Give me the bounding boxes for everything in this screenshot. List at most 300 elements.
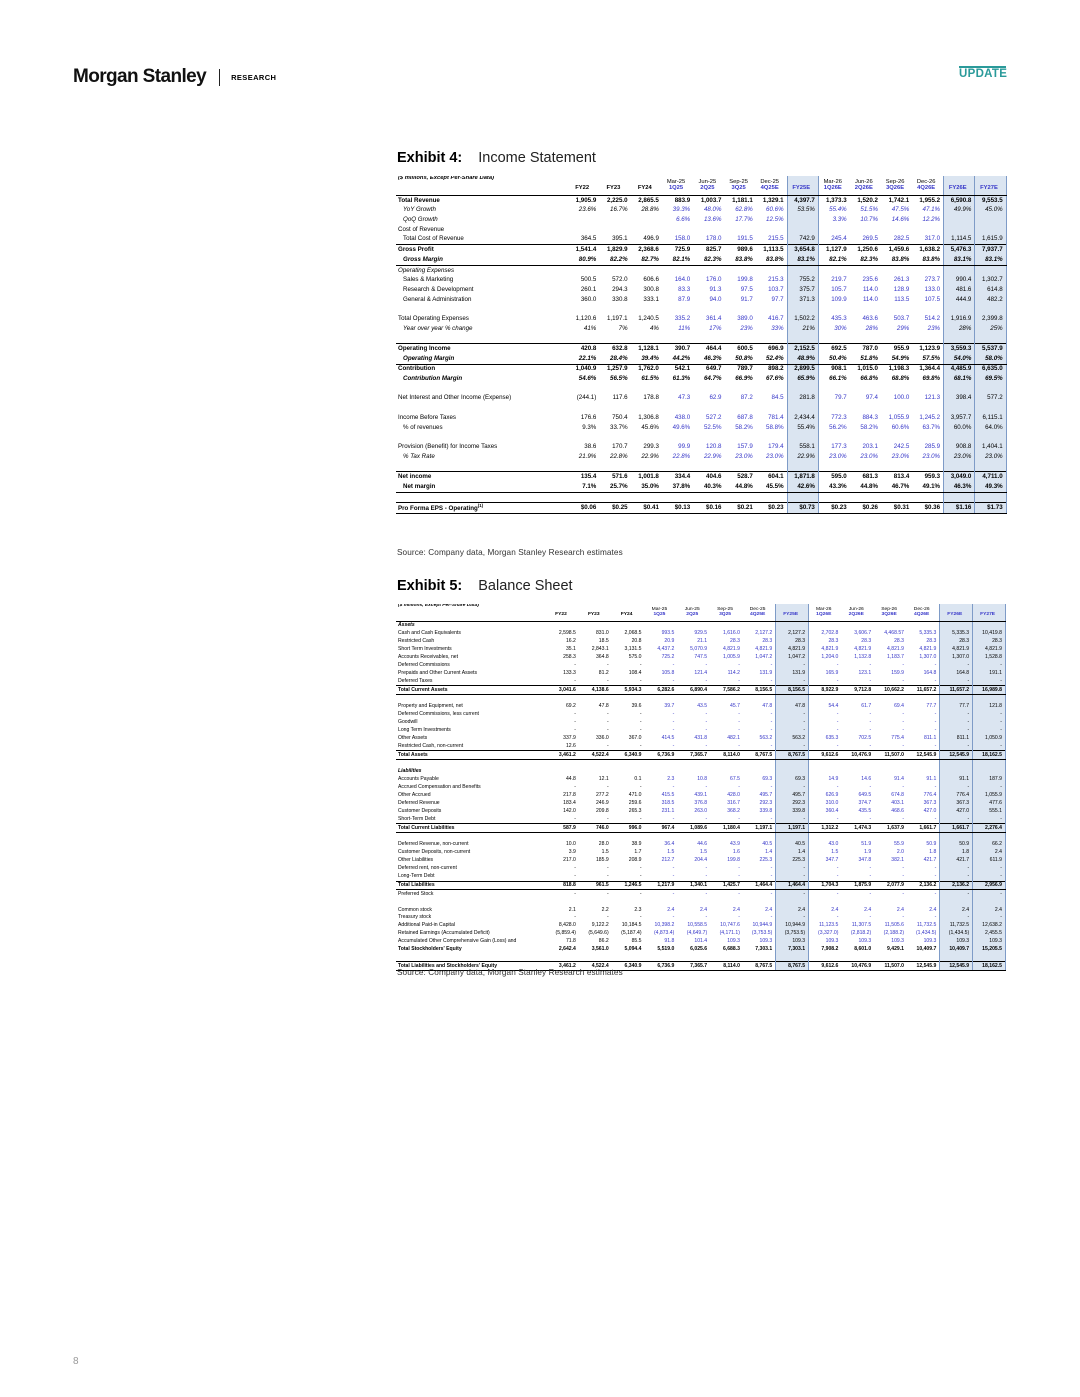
table-cell: 367.3	[923, 799, 937, 806]
table-cell: -	[934, 661, 937, 668]
table-cell: 614.8	[975, 285, 1006, 295]
table-cell: 989.6	[724, 245, 755, 255]
table-cell	[662, 433, 693, 443]
table-cell: 929.5	[694, 630, 708, 637]
table-cell	[907, 622, 940, 630]
table-row	[396, 384, 1006, 394]
table-cell: 2.4	[667, 906, 675, 913]
table-cell: 367.3	[940, 800, 973, 808]
table-cell: 25%	[975, 324, 1006, 334]
header-divider	[219, 69, 220, 86]
row-label: Total Current Liabilities	[396, 824, 546, 833]
table-cell: 40.3%	[693, 482, 724, 492]
table-cell	[599, 384, 630, 394]
table-cell	[724, 433, 755, 443]
row-label: Year over year % change	[403, 324, 473, 332]
table-cell: 471.0	[628, 792, 642, 799]
period-header	[693, 176, 724, 196]
table-cell: 10,944.9	[776, 922, 809, 930]
table-cell: -	[973, 727, 1006, 735]
table-cell: 64.0%	[975, 423, 1006, 433]
table-cell: 60.6%	[891, 423, 910, 431]
period-label: 4Q25E	[760, 184, 779, 191]
table-cell: 56.2%	[829, 423, 847, 431]
row-label: Other Assets	[398, 734, 428, 741]
table-cell	[546, 768, 579, 776]
table-cell	[599, 215, 630, 225]
table-cell	[944, 384, 975, 394]
table-cell: -	[934, 865, 937, 872]
row-label	[396, 384, 568, 394]
table-cell: 4,821.9	[755, 646, 773, 653]
table-cell: -	[973, 914, 1006, 922]
table-cell: 269.5	[862, 235, 878, 243]
table-cell	[710, 954, 743, 962]
table-cell: 22.8%	[610, 452, 628, 460]
row-label: Customer Deposits	[398, 807, 442, 814]
table-cell	[662, 403, 693, 413]
table-cell: 2,152.5	[787, 344, 818, 354]
row-label: Common stock	[398, 906, 432, 913]
table-cell: 495.7	[776, 792, 809, 800]
table-cell	[874, 768, 907, 776]
table-cell: -	[776, 742, 809, 750]
table-row	[396, 930, 1006, 938]
table-cell: -	[738, 914, 740, 921]
table-cell: 97.5	[740, 285, 753, 293]
table-row	[396, 215, 1006, 225]
table-cell	[776, 954, 809, 962]
table-cell: 16.7%	[610, 206, 628, 214]
table-cell: 84.5	[771, 394, 784, 402]
table-cell: (5,859.4)	[555, 930, 576, 937]
table-cell: -	[940, 711, 973, 719]
table-cell: 2,399.8	[975, 314, 1006, 324]
table-cell: 82.7%	[631, 255, 662, 265]
period-month: Dec-26	[916, 178, 936, 185]
table-cell: 606.6	[643, 276, 659, 284]
row-label: Contribution Margin	[403, 375, 463, 383]
table-cell: -	[639, 719, 642, 726]
table-cell: 1,742.1	[881, 196, 912, 206]
table-cell: 23%	[927, 324, 941, 332]
row-label	[396, 760, 546, 768]
table-cell	[631, 215, 662, 225]
table-cell: 62.8%	[735, 206, 753, 214]
table-cell: 12,545.9	[907, 962, 940, 971]
table-cell: 775.4	[891, 734, 905, 741]
table-cell: $0.06	[568, 503, 599, 514]
period-header	[776, 604, 809, 622]
table-cell: 58.8%	[766, 423, 784, 431]
table-cell: 28.3	[730, 638, 740, 645]
table-cell: 133.3	[563, 669, 576, 676]
table-cell: 439.1	[694, 792, 708, 799]
row-label: % of revenues	[403, 423, 443, 431]
table-cell: 10,558.5	[687, 922, 708, 929]
table-row	[396, 285, 1006, 295]
table-cell	[907, 898, 940, 906]
table-cell	[743, 768, 776, 776]
table-cell: 28.3	[940, 638, 973, 646]
table-cell: 542.1	[674, 365, 691, 373]
table-row	[396, 711, 1006, 719]
table-cell: 1,871.8	[787, 472, 818, 482]
table-cell: 242.5	[893, 442, 910, 450]
table-cell: 23.0%	[891, 452, 910, 460]
table-cell: -	[869, 914, 872, 921]
table-cell	[631, 225, 662, 235]
table-cell: -	[574, 677, 576, 684]
balance-sheet-table	[396, 604, 1006, 971]
table-cell: -	[940, 914, 973, 922]
table-cell: -	[672, 726, 675, 733]
table-cell: -	[672, 873, 675, 879]
table-row	[396, 849, 1006, 857]
table-row	[396, 314, 1006, 324]
table-cell	[724, 334, 755, 344]
table-cell	[710, 898, 743, 906]
table-cell: 339.8	[776, 807, 809, 815]
table-cell: 4,821.9	[919, 646, 937, 653]
table-cell: 347.7	[825, 857, 839, 864]
table-row	[396, 792, 1006, 800]
table-cell: 2,136.2	[940, 881, 973, 890]
table-cell: 83.8%	[912, 255, 943, 265]
table-cell: -	[902, 815, 905, 822]
table-cell: 187.9	[973, 776, 1006, 784]
table-cell: 49.9%	[944, 206, 975, 216]
table-cell: 4,821.9	[854, 646, 872, 653]
table-cell	[912, 462, 943, 472]
table-cell: 7,586.2	[710, 686, 743, 695]
table-cell: 62.9	[709, 394, 722, 402]
table-cell: (5,649.6)	[588, 930, 609, 937]
table-cell	[612, 898, 645, 906]
table-cell: 51.5%	[860, 206, 878, 214]
table-cell	[787, 305, 818, 315]
period-month: Mar-25	[651, 606, 668, 612]
table-cell: 382.1	[891, 857, 905, 864]
table-cell: 1,245.2	[919, 413, 941, 421]
row-label: Total Current Assets	[396, 686, 546, 695]
table-cell	[973, 898, 1006, 906]
period-label: FY27E	[980, 184, 998, 191]
table-cell: -	[770, 661, 773, 668]
table-cell: 66.2	[973, 841, 1006, 849]
table-cell	[973, 622, 1006, 630]
table-cell: 231.1	[661, 807, 675, 814]
table-cell	[940, 833, 973, 841]
table-cell: 9.3%	[582, 423, 597, 431]
table-cell: 898.2	[768, 365, 784, 373]
table-cell	[568, 265, 599, 275]
table-cell: 22.1%	[568, 354, 599, 364]
period-header	[841, 604, 874, 622]
table-cell: 1,340.1	[677, 881, 710, 890]
table-cell: 604.1	[756, 472, 787, 482]
row-label: Accounts Receivables, net	[398, 653, 459, 660]
table-cell: 428.0	[727, 792, 740, 799]
table-cell: 199.8	[737, 276, 753, 284]
table-cell: 2,843.1	[591, 646, 609, 653]
table-cell: -	[672, 865, 675, 872]
table-cell: 742.9	[787, 235, 818, 245]
table-cell: -	[973, 677, 1006, 685]
table-cell: 725.2	[661, 653, 675, 660]
row-label	[396, 492, 568, 503]
table-cell: 563.2	[776, 734, 809, 742]
table-cell: 1,616.0	[722, 630, 740, 637]
table-cell: 776.4	[940, 792, 973, 800]
table-cell: 39.6	[631, 703, 642, 710]
table-cell: -	[869, 726, 872, 733]
table-row	[396, 734, 1006, 742]
table-cell: -	[902, 711, 905, 718]
row-label: Operating Margin	[396, 354, 568, 364]
table-cell: 25.7%	[599, 482, 630, 492]
table-cell: -	[672, 914, 675, 921]
table-cell: 2,598.5	[558, 630, 576, 637]
table-cell	[907, 768, 940, 776]
table-cell: 482.1	[727, 734, 740, 741]
table-cell: 215.5	[768, 235, 784, 243]
table-cell: 421.7	[940, 857, 973, 865]
period-header	[645, 604, 678, 622]
table-cell: 16.2	[565, 638, 576, 645]
table-cell: 22.9%	[641, 452, 659, 460]
table-row	[396, 784, 1006, 792]
table-cell: -	[869, 719, 872, 726]
table-cell: 66.8%	[860, 375, 878, 383]
table-cell: -	[940, 815, 973, 823]
table-cell	[975, 305, 1006, 315]
table-cell: 109.3	[891, 938, 905, 945]
table-corner-label: ($ millions, Except Per-Share Data)	[396, 176, 568, 196]
table-cell: 2,865.5	[631, 196, 662, 206]
table-cell	[809, 833, 842, 841]
table-cell: -	[902, 914, 905, 921]
table-cell: (5,187.4)	[621, 930, 642, 937]
table-cell: -	[672, 711, 675, 718]
table-cell: 45.0%	[975, 206, 1006, 216]
table-cell: 22.9%	[703, 452, 722, 460]
table-cell: 2.4	[831, 906, 839, 913]
table-cell: 165.9	[825, 669, 839, 676]
period-month: Mar-25	[666, 178, 686, 185]
table-cell: 1,464.4	[776, 881, 809, 890]
table-cell: 91.3	[709, 285, 722, 293]
period-header	[881, 176, 912, 196]
table-cell: 97.7	[771, 295, 784, 303]
table-cell	[631, 433, 662, 443]
table-cell: 131.9	[776, 669, 809, 677]
table-cell: 600.5	[724, 344, 755, 354]
table-cell: 398.4	[944, 394, 975, 404]
table-cell: 131.9	[759, 669, 773, 676]
table-cell: 246.9	[595, 799, 609, 806]
table-cell: 183.4	[563, 799, 576, 806]
table-cell: 376.8	[694, 799, 708, 806]
table-cell: 361.4	[706, 314, 722, 322]
table-cell	[944, 462, 975, 472]
row-label: Deferred Commissions	[398, 661, 450, 668]
table-cell	[693, 492, 724, 503]
table-cell	[841, 695, 874, 703]
table-cell: 178.0	[706, 235, 722, 243]
table-cell	[818, 433, 849, 443]
table-cell: 477.6	[973, 800, 1006, 808]
table-cell: -	[574, 815, 576, 822]
table-cell	[756, 334, 787, 344]
table-cell: 121.4	[694, 669, 708, 676]
table-cell: 1,704.3	[809, 881, 842, 890]
table-cell	[645, 954, 678, 962]
table-cell	[975, 225, 1006, 235]
table-cell: 364.5	[580, 235, 597, 243]
table-cell: 39.4%	[631, 354, 662, 364]
table-cell: 649.7	[706, 365, 722, 373]
table-cell: -	[973, 873, 1006, 881]
row-label: Total Liabilities and Stockholders' Equity	[396, 962, 546, 971]
exhibit5-heading	[397, 578, 573, 594]
table-cell: 203.1	[862, 442, 878, 450]
table-cell	[724, 265, 755, 275]
table-cell: 30%	[834, 324, 847, 332]
table-cell: 22.8%	[672, 452, 691, 460]
table-cell	[850, 265, 881, 275]
table-cell: -	[776, 661, 809, 669]
table-cell	[940, 954, 973, 962]
table-cell: 12,545.9	[940, 751, 973, 760]
period-label: 1Q26E	[816, 611, 832, 617]
table-cell	[631, 384, 662, 394]
table-cell	[599, 334, 630, 344]
row-label: Prepaids and Other Current Assets	[398, 669, 477, 676]
table-cell: 177.3	[831, 442, 847, 450]
table-cell: 5,934.3	[612, 686, 645, 695]
table-cell: 1,502.2	[787, 314, 818, 324]
table-cell: -	[639, 742, 642, 749]
table-cell: 527.2	[706, 413, 722, 421]
table-cell	[787, 492, 818, 503]
table-cell: 294.3	[612, 285, 628, 293]
table-cell: -	[607, 914, 609, 921]
table-cell: 64.7%	[703, 375, 722, 383]
table-cell: 3,559.3	[944, 344, 975, 354]
table-cell: 282.5	[893, 235, 910, 243]
table-cell: 225.3	[776, 857, 809, 865]
table-cell	[756, 384, 787, 394]
table-cell	[579, 954, 612, 962]
table-cell: -	[770, 677, 773, 684]
table-cell	[818, 384, 849, 394]
table-cell: 217.8	[563, 792, 576, 799]
table-cell: 45.5%	[756, 482, 787, 492]
table-row	[396, 898, 1006, 906]
table-cell: 1,302.7	[975, 276, 1006, 286]
table-cell: 23%	[740, 324, 753, 332]
table-cell: 1,089.6	[677, 824, 710, 833]
table-cell	[612, 954, 645, 962]
period-month: Sep-25	[729, 178, 748, 185]
table-cell	[677, 760, 710, 768]
table-cell: $0.23	[818, 503, 849, 514]
table-cell: 45.6%	[641, 423, 659, 431]
table-cell: 2,068.5	[624, 630, 642, 637]
row-label: Goodwill	[398, 719, 418, 726]
table-cell	[662, 462, 693, 472]
period-header	[662, 176, 693, 196]
table-cell: -	[934, 726, 937, 733]
table-cell: 54.4	[828, 703, 839, 710]
table-cell: 103.7	[768, 285, 784, 293]
table-cell: 91.1	[940, 776, 973, 784]
table-cell: 1,114.5	[944, 235, 975, 245]
table-cell: 1.9	[864, 849, 872, 856]
table-cell	[944, 265, 975, 275]
table-cell: -	[705, 784, 708, 791]
table-cell: 464.4	[693, 344, 724, 354]
table-cell: 347.8	[858, 857, 872, 864]
period-label: 2Q26E	[848, 611, 864, 617]
table-cell: 776.4	[923, 792, 937, 799]
table-cell: 2,368.6	[631, 245, 662, 255]
table-cell: -	[902, 865, 905, 872]
table-cell: 28%	[865, 324, 878, 332]
row-label: Deferred Revenue, non-current	[398, 841, 469, 848]
table-cell: 9,429.1	[887, 946, 905, 953]
table-cell: 35.0%	[631, 482, 662, 492]
table-cell: 259.6	[628, 799, 642, 806]
table-cell: 747.5	[694, 653, 708, 660]
table-cell	[787, 215, 818, 225]
table-cell: 1,637.9	[874, 824, 907, 833]
table-cell: $1.16	[944, 503, 975, 514]
section-label: RESEARCH	[231, 72, 277, 82]
table-cell: 66.9%	[735, 375, 753, 383]
table-cell: 43.0	[828, 841, 839, 848]
table-cell: 8,601.0	[854, 946, 872, 953]
row-label: Preferred Stock	[398, 890, 434, 897]
row-label: Total Cost of Revenue	[403, 235, 464, 243]
table-cell: 414.5	[661, 734, 675, 741]
table-cell: 40.5	[776, 841, 809, 849]
table-cell: 10,398.2	[654, 922, 675, 929]
table-cell: 12.1	[598, 776, 609, 783]
table-cell: 571.6	[599, 472, 630, 482]
table-cell: 1,128.1	[631, 344, 662, 354]
table-cell: 46.3%	[944, 482, 975, 492]
table-cell: 292.3	[759, 799, 773, 806]
table-cell: 503.7	[893, 314, 910, 322]
table-cell: 2,434.4	[787, 413, 818, 423]
table-cell	[579, 760, 612, 768]
table-cell: 52.4%	[756, 354, 787, 364]
table-cell: 11,507.0	[874, 751, 907, 760]
period-label: 3Q25	[719, 611, 732, 617]
table-cell: 5,094.4	[624, 946, 642, 953]
table-cell	[568, 225, 599, 235]
table-cell: -	[672, 742, 675, 749]
table-cell: 6,115.1	[975, 413, 1006, 423]
table-cell: -	[940, 677, 973, 685]
table-cell: 364.8	[595, 653, 609, 660]
table-cell: 209.8	[595, 807, 609, 814]
table-cell: 1,955.2	[912, 196, 943, 206]
period-label: 4Q25E	[749, 611, 766, 617]
table-cell	[579, 833, 612, 841]
